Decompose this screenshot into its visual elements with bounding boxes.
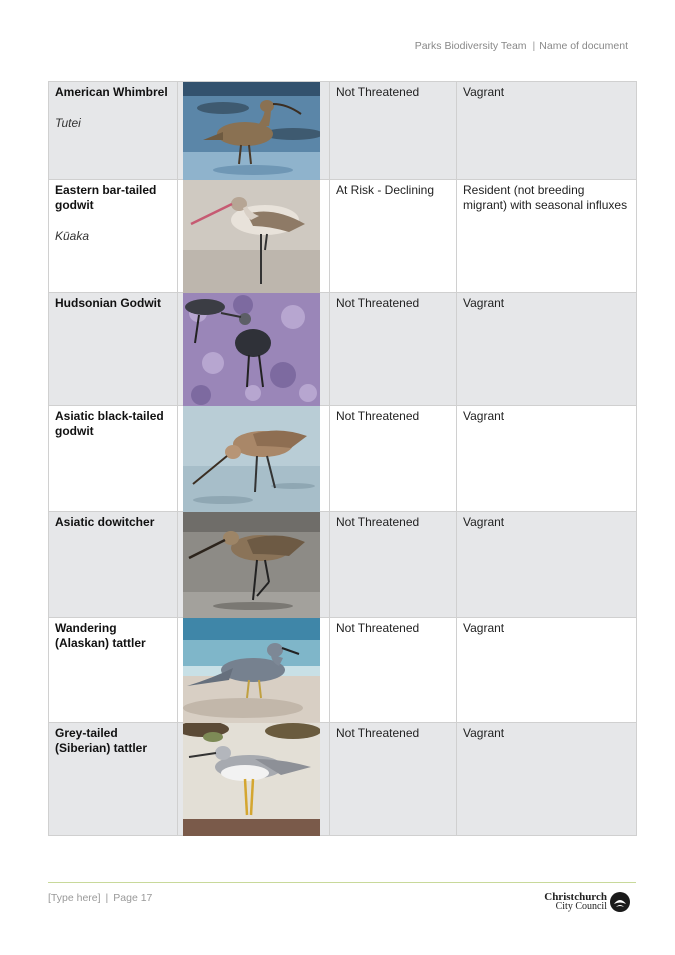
threat-status: Not Threatened bbox=[330, 512, 457, 618]
species-name: Wandering (Alaskan) tattler bbox=[55, 621, 146, 650]
species-name: Grey-tailed (Siberian) tattler bbox=[55, 726, 148, 755]
residency-status: Vagrant bbox=[457, 512, 637, 618]
species-name-cell bbox=[49, 618, 178, 723]
grey-tailed-tattler-photo bbox=[183, 723, 320, 836]
species-photo-cell bbox=[178, 82, 330, 180]
table-row bbox=[49, 406, 637, 512]
species-photo-cell bbox=[178, 293, 330, 406]
species-photo-cell bbox=[178, 618, 330, 723]
species-photo-cell bbox=[178, 512, 330, 618]
residency-status: Vagrant bbox=[457, 406, 637, 512]
residency-status: Vagrant bbox=[457, 293, 637, 406]
species-name: Eastern bar-tailed godwit bbox=[55, 183, 157, 212]
dowitcher-photo bbox=[183, 512, 320, 618]
species-name: Asiatic black-tailed godwit bbox=[55, 409, 164, 438]
table-row bbox=[49, 180, 637, 293]
footer-divider bbox=[48, 882, 636, 883]
species-photo-cell bbox=[178, 723, 330, 836]
residency-status: Resident (not breeding migrant) with seasonal influxes bbox=[457, 180, 637, 293]
table-row bbox=[49, 618, 637, 723]
logo-line1: Christchurch bbox=[544, 891, 607, 903]
residency-status: Vagrant bbox=[457, 82, 637, 180]
black-tailed-godwit-photo bbox=[183, 406, 320, 512]
maori-name: Tutei bbox=[55, 116, 81, 130]
logo-line2: City Council bbox=[555, 901, 607, 912]
page-number: Page 17 bbox=[113, 892, 153, 904]
header-team: Parks Biodiversity Team bbox=[414, 40, 527, 52]
species-name-cell bbox=[49, 82, 178, 180]
residency-status: Vagrant bbox=[457, 618, 637, 723]
species-name: American Whimbrel bbox=[55, 85, 168, 99]
threat-status: Not Threatened bbox=[330, 406, 457, 512]
wandering-tattler-photo bbox=[183, 618, 320, 723]
council-emblem-icon bbox=[610, 892, 630, 912]
table-row bbox=[49, 82, 637, 180]
footer-placeholder: [Type here] bbox=[48, 892, 101, 904]
table-row bbox=[49, 723, 637, 836]
bar-tailed-godwit-photo bbox=[183, 180, 320, 293]
species-name-cell bbox=[49, 180, 178, 293]
header-document-name: Name of document bbox=[539, 40, 628, 52]
residency-status: Vagrant bbox=[457, 723, 637, 836]
species-photo-cell bbox=[178, 180, 330, 293]
threat-status: Not Threatened bbox=[330, 723, 457, 836]
species-name-cell bbox=[49, 406, 178, 512]
species-name-cell bbox=[49, 512, 178, 618]
page-footer: [Type here] | Page 17 bbox=[48, 892, 153, 904]
species-table bbox=[48, 81, 637, 836]
whimbrel-photo bbox=[183, 82, 320, 180]
threat-status: Not Threatened bbox=[330, 618, 457, 723]
species-photo-cell bbox=[178, 406, 330, 512]
hudsonian-godwit-photo bbox=[183, 293, 320, 406]
threat-status: Not Threatened bbox=[330, 293, 457, 406]
maori-name: Kūaka bbox=[55, 229, 90, 243]
page-header: Parks Biodiversity Team | Name of document bbox=[414, 40, 628, 52]
table-row bbox=[49, 512, 637, 618]
threat-status: At Risk - Declining bbox=[330, 180, 457, 293]
species-name-cell bbox=[49, 293, 178, 406]
council-logo bbox=[544, 892, 630, 912]
threat-status: Not Threatened bbox=[330, 82, 457, 180]
table-row bbox=[49, 293, 637, 406]
species-name-cell bbox=[49, 723, 178, 836]
species-name: Hudsonian Godwit bbox=[55, 296, 161, 310]
species-name: Asiatic dowitcher bbox=[55, 515, 155, 529]
